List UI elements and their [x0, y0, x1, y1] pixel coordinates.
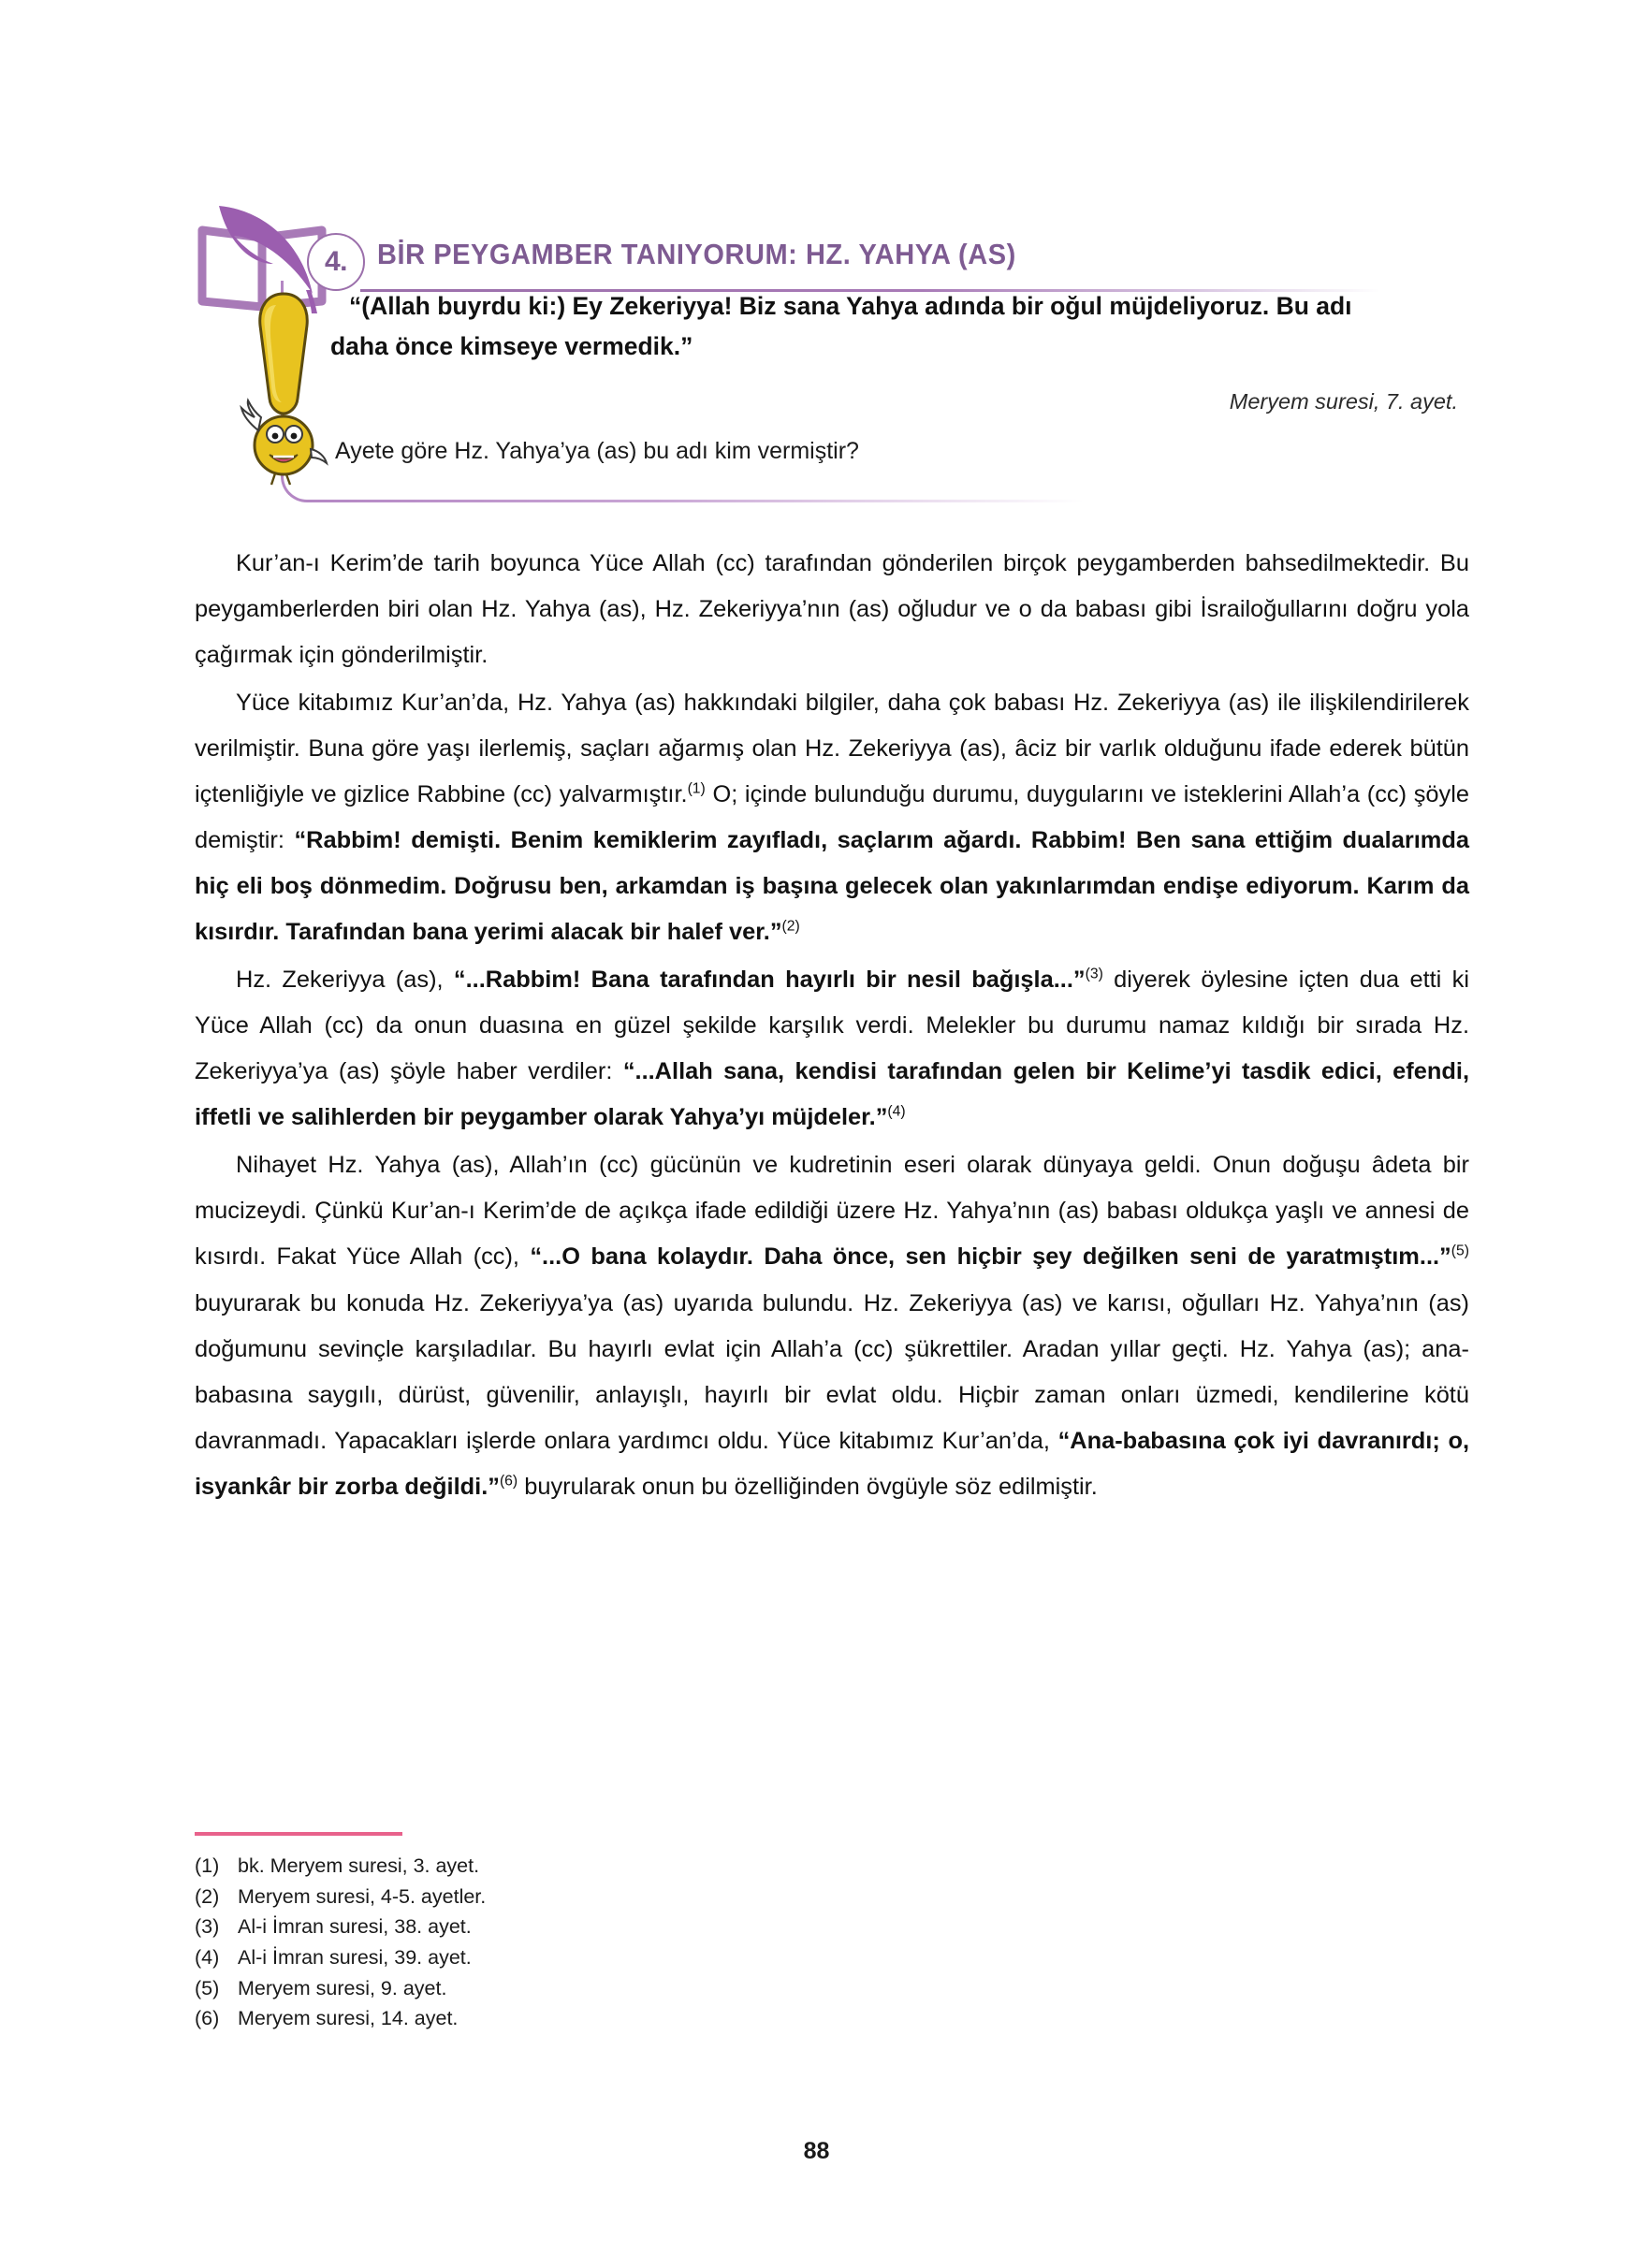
body-text: [195, 541, 1469, 1512]
emphasized-quote: “...Rabbim! Bana tarafından hayırlı bir nesil bağışla...”: [453, 967, 1086, 994]
footnote-number: (6): [195, 2007, 220, 2030]
section-number-text: 4.: [324, 246, 348, 277]
body-paragraph: [195, 1142, 1469, 1509]
footnote-item: [195, 1882, 906, 1912]
emphasized-quote: “Rabbim! demişti. Benim kemiklerim zayıfladı, saçlarım ağardı. Rabbim! Ben sana ettiğim dualarımda hiç eli boş dönmedim. Doğrusu ben, arkamdan iş başına gelecek olan yakınlarımdan endişe ediyorum. Karım da kısırdır. Tarafından bana yerimi alacak bir halef ver.”: [195, 827, 1469, 946]
callout-bracket-tail: [307, 500, 1084, 502]
page-number: 88: [803, 2138, 830, 2164]
footnote-item: [195, 1973, 906, 2004]
footnote-item: [195, 1942, 906, 1973]
quote-source: Meryem suresi, 7. ayet.: [1229, 389, 1458, 414]
footnote-divider: [195, 1832, 402, 1836]
footnote-list: [195, 1851, 906, 2034]
footnote-number: (2): [195, 1884, 220, 1908]
footnote-text: Meryem suresi, 9. ayet.: [238, 1976, 447, 1999]
footnote-text: bk. Meryem suresi, 3. ayet.: [238, 1854, 480, 1877]
text-run: buyrularak onun bu özelliğinden övgüyle söz edilmiştir.: [518, 1473, 1098, 1500]
footnote-item: [195, 1851, 906, 1882]
footnote-number: (1): [195, 1854, 220, 1877]
text-run: buyurarak bu konuda Hz. Zekeriyya’ya (as) uyarıda bulundu. Hz. Zekeriyya (as) ve karısı, oğulları Hz. Yahya’nın (as) doğumunu sevinçle karşıladılar. Bu hayırlı evlat için Allah’a (cc) şükrettiler. Aradan yıllar geçti. Hz. Yahya (as); ana-babasına saygılı, dürüst, güvenilir, anlayışlı, hayırlı bir evlat oldu. Hiçbir zaman onları üzmedi, kendilerine kötü davranmadı. Yapacakları işlerde onlara yardımcı oldu. Yüce kitabımız Kur’an’da,: [195, 1289, 1469, 1454]
footnote-item: [195, 2003, 906, 2034]
footnote-ref[interactable]: (3): [1085, 966, 1103, 982]
quote-callout: [197, 281, 1469, 519]
footnote-item: [195, 1912, 906, 1942]
footnote-text: Meryem suresi, 14. ayet.: [238, 2007, 459, 2030]
footnote-number: (3): [195, 1915, 220, 1939]
body-paragraph: [195, 680, 1469, 955]
page-title: BİR PEYGAMBER TANIYORUM: HZ. YAHYA (AS): [377, 239, 1016, 270]
emphasized-quote: “Ana-babasına çok iyi davranırdı; o, isyankâr bir zorba değildi.”: [195, 1427, 1470, 1500]
text-run: Nihayet Hz. Yahya (as), Allah’ın (cc) gücünün ve kudretinin eseri olarak dünyaya geldi. Onun doğuşu âdeta bir mucizeydi. Çünkü Kur’an-ı Kerim’de de açıkça ifade edildiği üzere Hz. Yahya’nın (as) babası oldukça yaşlı ve annesi de kısırdı. Fakat Yüce Allah (cc),: [195, 1152, 1469, 1271]
body-paragraph: [195, 957, 1469, 1141]
text-run: Yüce kitabımız Kur’an’da, Hz. Yahya (as) hakkındaki bilgiler, daha çok babası Hz. Zekeriyya (as) ile ilişkilendirilerek verilmiştir. Buna göre yaşı ilerlemiş, saçları ağarmış olan Hz. Zekeriyya (as), âciz bir varlık olduğunu ifade ederek bütün içtenliğiyle ve gizlice Rabbine (cc) yalvarmıştır.: [195, 690, 1469, 808]
footnote-ref[interactable]: (1): [687, 780, 706, 797]
footnote-text: Meryem suresi, 4-5. ayetler.: [238, 1884, 487, 1908]
footnote-text: Al-i İmran suresi, 38. ayet.: [238, 1915, 472, 1939]
footnote-number: (5): [195, 1976, 220, 1999]
quote-question: Ayete göre Hz. Yahya’ya (as) bu adı kim vermiştir?: [335, 438, 859, 464]
footnote-ref[interactable]: (4): [887, 1103, 906, 1120]
footnote-text: Al-i İmran suresi, 39. ayet.: [238, 1946, 472, 1970]
body-paragraph: [195, 541, 1469, 678]
exclamation-mascot-icon: [232, 288, 335, 489]
footnote-ref[interactable]: (2): [781, 918, 800, 935]
text-run: Hz. Zekeriyya (as),: [236, 967, 454, 994]
footnote-ref[interactable]: (6): [499, 1473, 518, 1490]
footnote-number: (4): [195, 1946, 220, 1970]
emphasized-quote: “...Allah sana, kendisi tarafından gelen bir Kelime’yi tasdik edici, efendi, iffetli ve salihlerden bir peygamber olarak Yahya’yı müjdeler.”: [195, 1058, 1469, 1131]
text-run: Kur’an-ı Kerim’de tarih boyunca Yüce Allah (cc) tarafından gönderilen birçok peygamberden bahsedilmektedir. Bu peygamberlerden biri olan Hz. Yahya (as), Hz. Zekeriyya’nın (as) oğludur ve o da babası gibi İsrailoğullarını doğru yola çağırmak için gönderilmiştir.: [195, 550, 1469, 669]
quote-text: “(Allah buyrdu ki:) Ey Zekeriyya! Biz sana Yahya adında bir oğul müjdeliyoruz. Bu adı daha önce kimseye vermedik.”: [330, 292, 1352, 360]
section-number-badge: [307, 233, 365, 291]
text-run: O; içinde bulunduğu durumu, duygularını ve isteklerini Allah’a (cc) şöyle demiştir:: [195, 781, 1469, 854]
text-run: diyerek öylesine içten dua etti ki Yüce Allah (cc) da onun duasına en güzel şekilde karşılık verdi. Melekler bu durumu namaz kıldığı bir sırada Hz. Zekeriyya’ya (as) şöyle haber verdiler:: [195, 967, 1469, 1085]
footnotes: [195, 1832, 906, 2034]
footnote-ref[interactable]: (5): [1451, 1243, 1469, 1259]
emphasized-quote: “...O bana kolaydır. Daha önce, sen hiçbir şey değilken seni de yaratmıştım...”: [530, 1243, 1451, 1271]
